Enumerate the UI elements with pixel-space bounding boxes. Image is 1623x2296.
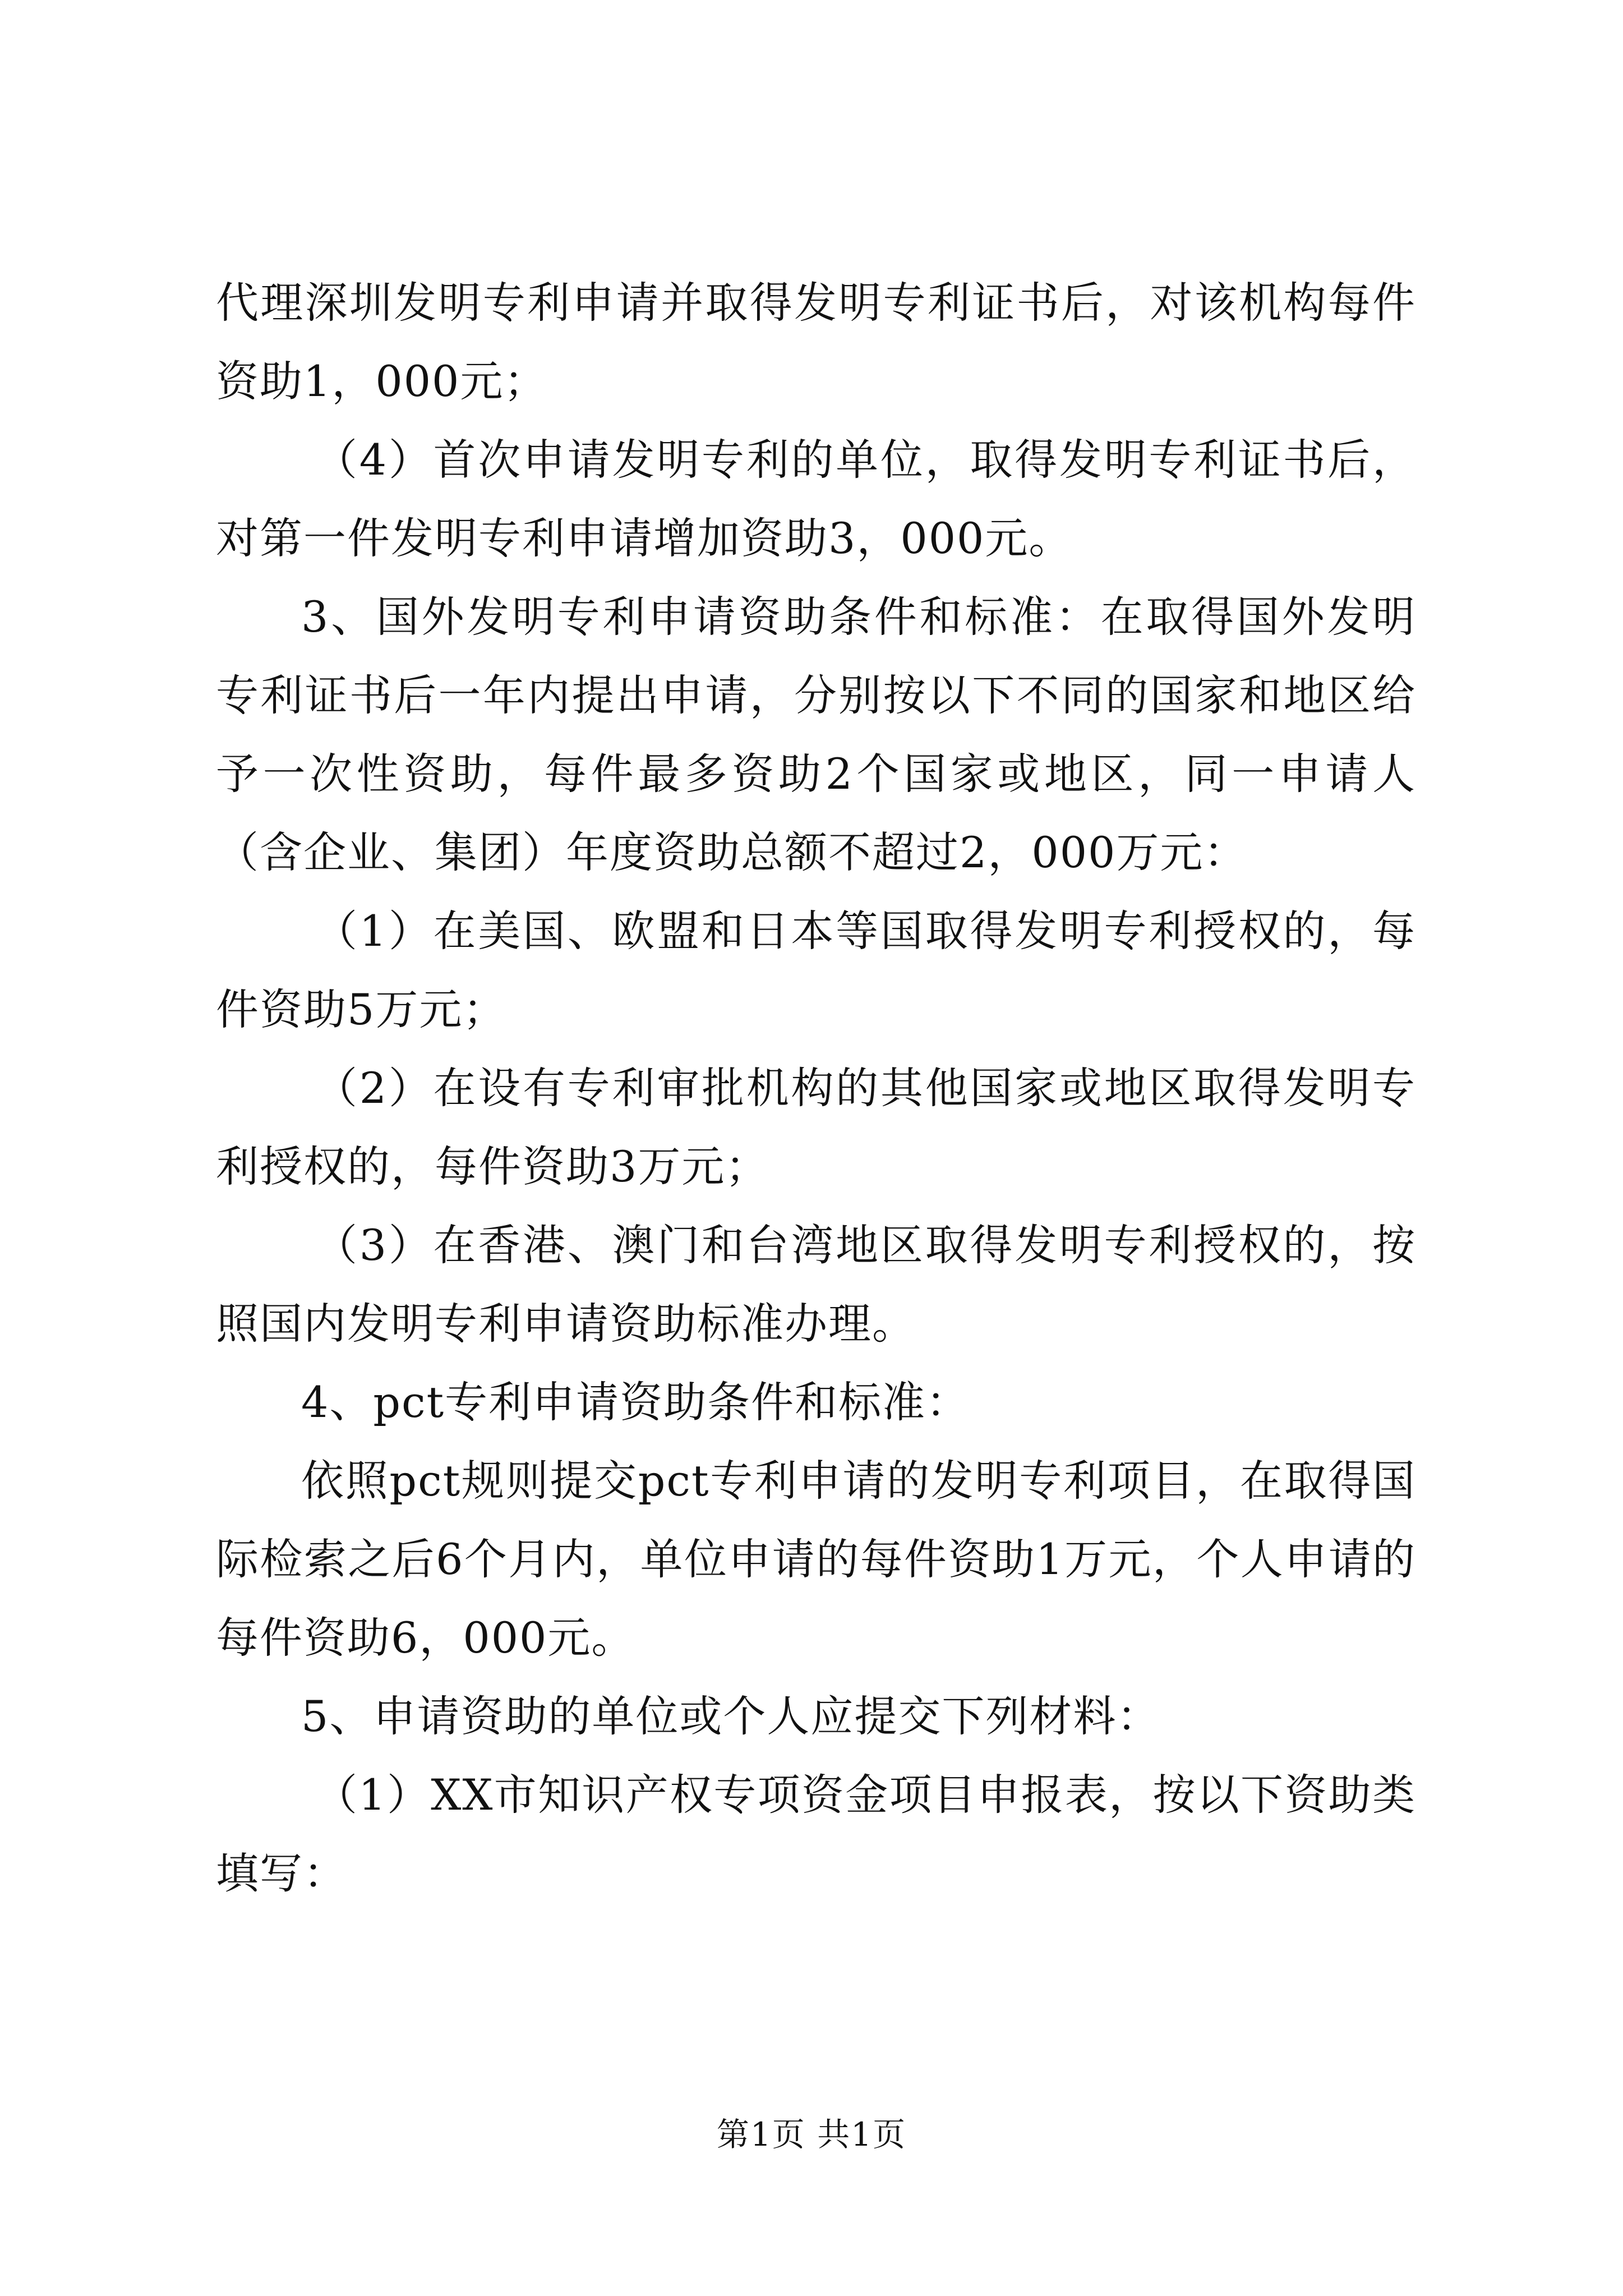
paragraph-item-3-hk-macau-taiwan: （3）在香港、澳门和台湾地区取得发明专利授权的，按照国内发明专利申请资助标准办理。 [216,1220,1416,1349]
paragraph-pct-details: 依照pct规则提交pct专利申请的发明专利项目，在取得国际检索之后6个月内，单位申请的每件资助1万元，个人申请的每件资助6，000元。 [216,1456,1416,1663]
paragraph-item-1-application-form: （1）XX市知识产权专项资金项目申报表，按以下资助类填写： [216,1770,1416,1898]
paragraph-section-4: 4、pct专利申请资助条件和标准： [301,1377,970,1427]
document-body [216,264,1416,1913]
paragraph-item-4: （4）首次申请发明专利的单位，取得发明专利证书后，对第一件发明专利申请增加资助3，000元。 [216,435,1416,563]
paragraph-continuation: 代理深圳发明专利申请并取得发明专利证书后，对该机构每件资助1，000元； [216,278,1416,406]
page-footer: 第1页 共1页 [716,2115,907,2154]
paragraph-item-1-usa-eu-japan: （1）在美国、欧盟和日本等国取得发明专利授权的，每件资助5万元； [216,906,1416,1034]
paragraph-section-5: 5、申请资助的单位或个人应提交下列材料： [301,1691,1161,1741]
paragraph-item-2-other-countries: （2）在设有专利审批机构的其他国家或地区取得发明专利授权的，每件资助3万元； [216,1063,1416,1191]
paragraph-section-3: 3、国外发明专利申请资助条件和标准：在取得国外发明专利证书后一年内提出申请，分别按以下不同的国家和地区给予一次性资助，每件最多资助2个国家或地区，同一申请人（含企业、集团）年度资助总额不超过2，000万元： [216,592,1416,877]
